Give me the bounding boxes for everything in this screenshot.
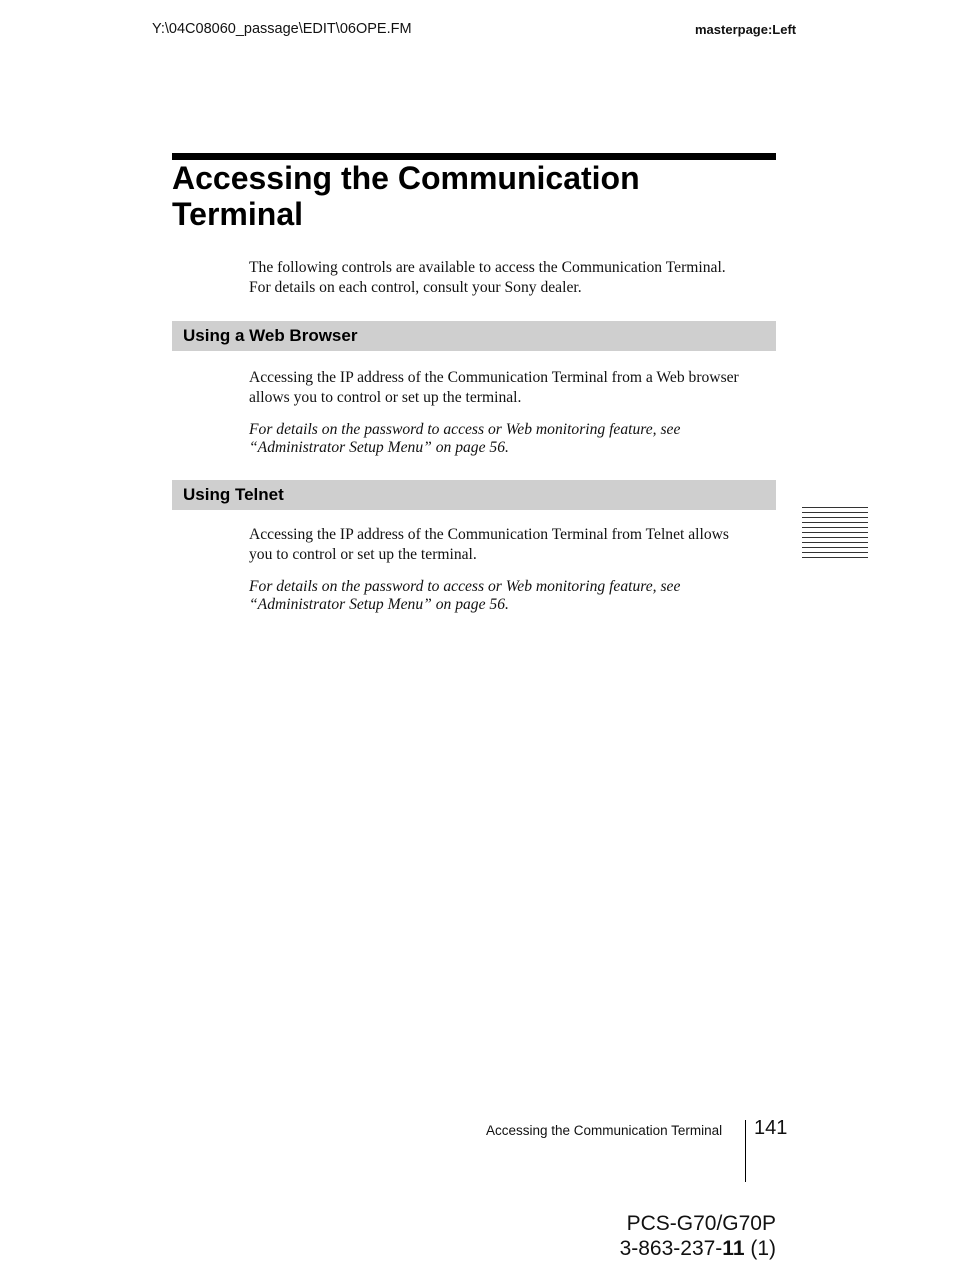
part-number-revision: 11 [722, 1237, 745, 1260]
section-note [249, 421, 779, 457]
intro-line: For details on each control, consult your Sony dealer. [249, 279, 582, 296]
part-number-suffix: (1) [744, 1237, 776, 1260]
part-number [560, 1237, 776, 1261]
body-line: Accessing the IP address of the Communication Terminal from a Web browser [249, 369, 739, 386]
body-line: you to control or set up the terminal. [249, 546, 477, 563]
model-number: PCS-G70/G70P [626, 1212, 776, 1235]
title-rule [172, 153, 776, 160]
section-heading-web-browser: Using a Web Browser [183, 326, 358, 345]
header-masterpage: masterpage:Left [695, 22, 797, 37]
note-line: “Administrator Setup Menu” on page 56. [249, 439, 509, 456]
page-number: 141 [754, 1117, 788, 1139]
chapter-thumb-tab [802, 507, 868, 559]
body-line: Accessing the IP address of the Communication Terminal from Telnet allows [249, 526, 729, 543]
note-line: For details on the password to access or Web monitoring feature, see [249, 421, 681, 438]
section-heading-bar [172, 321, 776, 351]
header-file-path: Y:\04C08060_passage\EDIT\06OPE.FM [152, 21, 412, 37]
page-title: Accessing the Communication Terminal [172, 160, 640, 232]
part-number-prefix: 3-863-237- [619, 1237, 723, 1260]
note-line: For details on the password to access or Web monitoring feature, see [249, 578, 681, 595]
intro-line: The following controls are available to access the Communication Terminal. [249, 259, 726, 276]
section-body-paragraph [249, 525, 779, 565]
section-heading-telnet: Using Telnet [183, 485, 284, 504]
section-heading-bar [172, 480, 776, 510]
intro-paragraph [249, 258, 779, 298]
note-line: “Administrator Setup Menu” on page 56. [249, 596, 509, 613]
section-body-paragraph [249, 368, 779, 408]
body-line: allows you to control or set up the terminal. [249, 389, 522, 406]
footer-running-title: Accessing the Communication Terminal [486, 1123, 723, 1138]
footer-divider [745, 1120, 746, 1182]
section-note [249, 578, 779, 614]
